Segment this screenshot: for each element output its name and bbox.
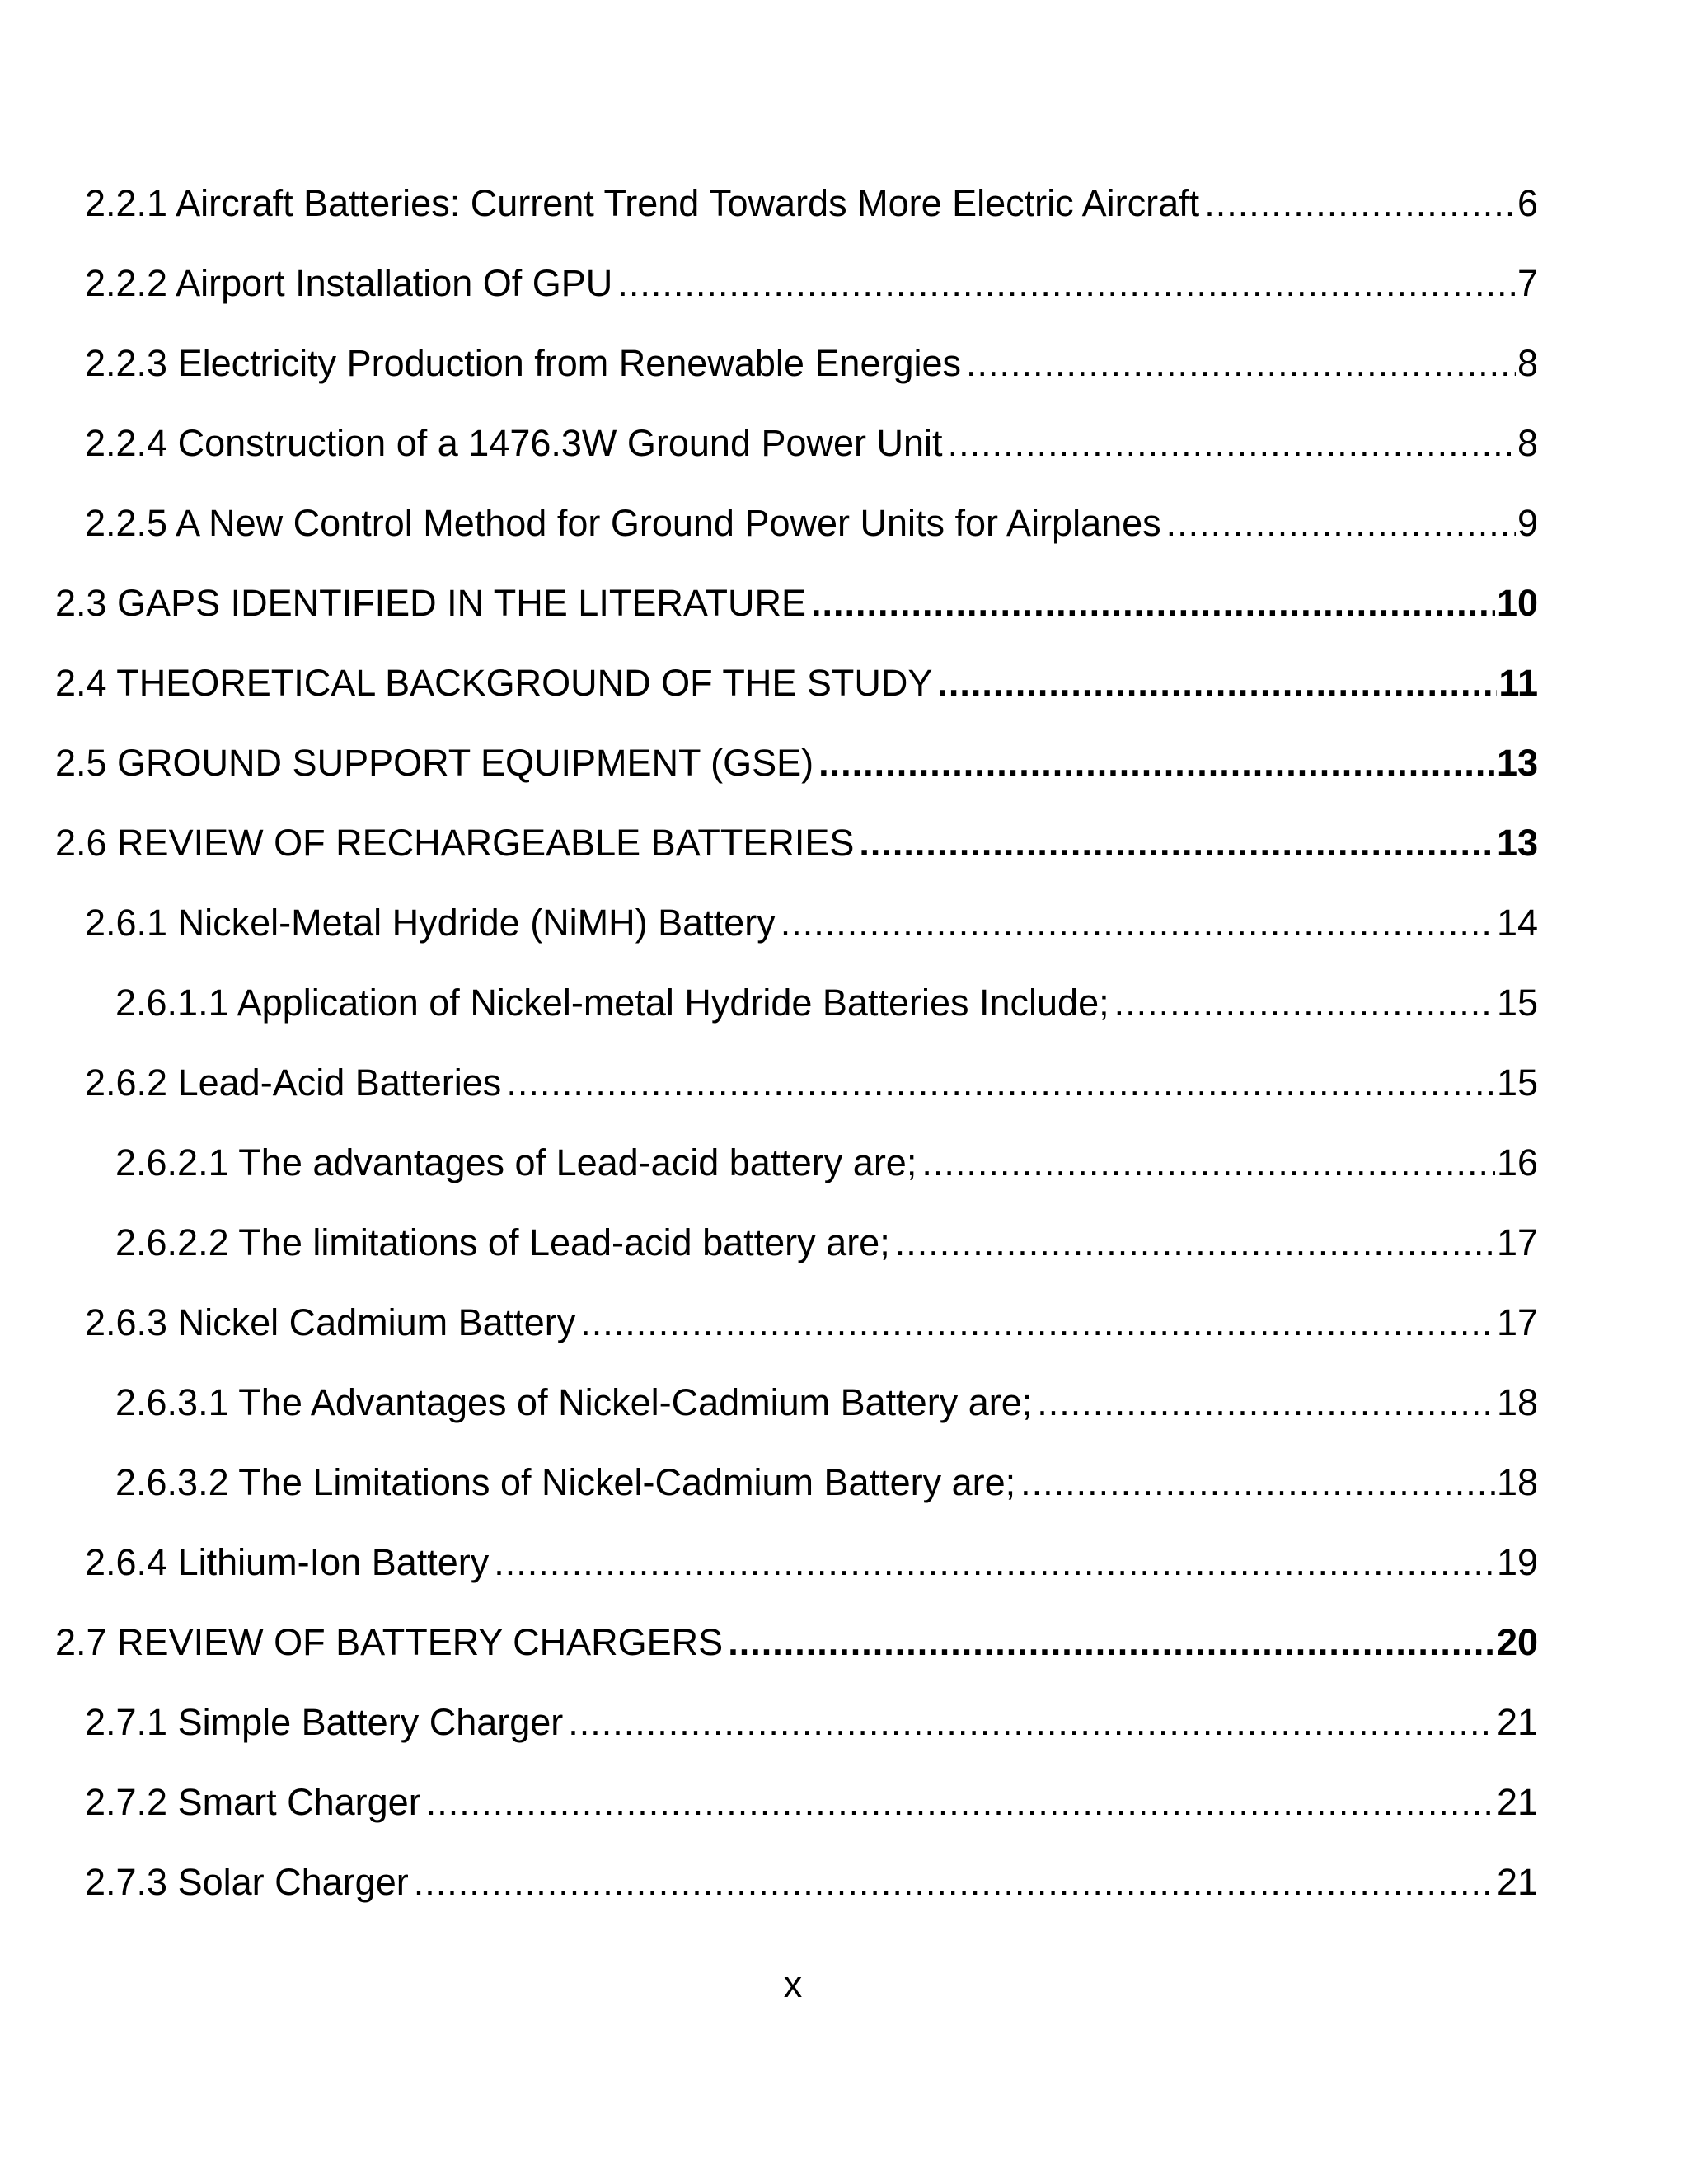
toc-page-number: 15: [1496, 1062, 1538, 1104]
toc-dot-leader: [494, 1538, 1495, 1587]
toc-page-number: 13: [1496, 822, 1538, 864]
toc-entry-title: 2.4 THEORETICAL BACKGROUND OF THE STUDY: [55, 662, 933, 704]
toc-entry-2-7-1: [85, 1698, 1538, 1747]
toc-entry-2-7-2: [85, 1778, 1538, 1827]
toc-page-number: 9: [1517, 502, 1538, 544]
toc-entry-title: 2.6.2 Lead-Acid Batteries: [85, 1062, 502, 1104]
toc-page-number: 8: [1517, 422, 1538, 464]
toc-entry-2-7: [55, 1618, 1538, 1667]
toc-entry-title: 2.2.5 A New Control Method for Ground Power Units for Airplanes: [85, 502, 1161, 544]
toc-entry-title: 2.6.4 Lithium-Ion Battery: [85, 1541, 490, 1583]
toc-entry-title: 2.6.3.1 The Advantages of Nickel-Cadmium Battery are;: [115, 1381, 1033, 1423]
toc-entry-2-6-3: [85, 1298, 1538, 1347]
toc-dot-leader: [1114, 978, 1495, 1028]
toc-page-number: 15: [1496, 982, 1538, 1024]
toc-page-number: 16: [1496, 1141, 1538, 1183]
toc-entry-title: 2.7.1 Simple Battery Charger: [85, 1701, 564, 1743]
toc-dot-leader: [1020, 1458, 1495, 1507]
toc-entry-title: 2.3 GAPS IDENTIFIED IN THE LITERATURE: [55, 582, 807, 624]
toc-dot-leader: [580, 1298, 1495, 1347]
toc-dot-leader: [568, 1698, 1495, 1747]
toc-page-number: 7: [1517, 262, 1538, 304]
toc-dot-leader: [728, 1618, 1495, 1667]
toc-page-number: 13: [1496, 742, 1538, 784]
toc-entry-2-5: [55, 738, 1538, 788]
toc-dot-leader: [818, 738, 1495, 788]
toc-page-number: 21: [1496, 1701, 1538, 1743]
toc-entry-title: 2.6.2.1 The advantages of Lead-acid battery are;: [115, 1141, 917, 1183]
toc-page-number: 6: [1517, 182, 1538, 224]
toc-entry-title: 2.5 GROUND SUPPORT EQUIPMENT (GSE): [55, 742, 814, 784]
toc-page-number: 11: [1498, 662, 1538, 704]
toc-entry-2-3: [55, 579, 1538, 628]
toc-page-number: 14: [1496, 902, 1538, 944]
toc-entry-2-2-4: [85, 419, 1538, 468]
toc-page-number: 17: [1496, 1221, 1538, 1263]
toc-entry-2-4: [55, 658, 1538, 708]
toc-dot-leader: [921, 1138, 1495, 1188]
toc-page-number: 18: [1496, 1461, 1538, 1503]
toc-page-number: 10: [1496, 582, 1538, 624]
toc-entry-title: 2.2.4 Construction of a 1476.3W Ground Power Unit: [85, 422, 943, 464]
toc-entry-title: 2.2.1 Aircraft Batteries: Current Trend Towards More Electric Aircraft: [85, 182, 1200, 224]
page-number: x: [783, 1963, 803, 2005]
toc-page-number: 21: [1496, 1861, 1538, 1903]
toc-page-number: 17: [1496, 1301, 1538, 1343]
toc-dot-leader: [895, 1218, 1495, 1268]
toc-dot-leader: [506, 1058, 1495, 1108]
toc-entry-title: 2.7 REVIEW OF BATTERY CHARGERS: [55, 1621, 724, 1663]
toc-entry-2-2-5: [85, 499, 1538, 548]
toc-dot-leader: [937, 658, 1497, 708]
toc-entry-title: 2.6 REVIEW OF RECHARGEABLE BATTERIES: [55, 822, 855, 864]
toc-dot-leader: [426, 1778, 1495, 1827]
toc-dot-leader: [811, 579, 1495, 628]
toc-entry-2-2-2: [85, 259, 1538, 308]
toc-entry-2-6-2-2: [115, 1218, 1538, 1268]
toc-dot-leader: [617, 259, 1516, 308]
toc-entry-2-6-2: [85, 1058, 1538, 1108]
toc-entry-title: 2.7.2 Smart Charger: [85, 1781, 421, 1823]
toc-entry-2-6-4: [85, 1538, 1538, 1587]
toc-entry-title: 2.6.3.2 The Limitations of Nickel-Cadmium Battery are;: [115, 1461, 1016, 1503]
toc-entry-2-6-3-1: [115, 1378, 1538, 1427]
toc-dot-leader: [1037, 1378, 1495, 1427]
toc-entry-2-2-1: [85, 179, 1538, 228]
toc-page-number: 19: [1496, 1541, 1538, 1583]
toc-dot-leader: [1204, 179, 1516, 228]
toc-entry-2-7-3: [85, 1858, 1538, 1907]
toc-entry-2-6-1: [85, 898, 1538, 948]
toc-dot-leader: [414, 1858, 1495, 1907]
toc-page-number: 8: [1517, 342, 1538, 384]
toc-entry-2-6: [55, 818, 1538, 868]
toc-dot-leader: [781, 898, 1495, 948]
toc-entry-2-6-3-2: [115, 1458, 1538, 1507]
toc-dot-leader: [948, 419, 1516, 468]
toc-entry-2-6-2-1: [115, 1138, 1538, 1188]
toc-entry-title: 2.6.1 Nickel-Metal Hydride (NiMH) Battery: [85, 902, 776, 944]
toc-entry-title: 2.7.3 Solar Charger: [85, 1861, 409, 1903]
toc-dot-leader: [859, 818, 1495, 868]
toc-entry-title: 2.6.3 Nickel Cadmium Battery: [85, 1301, 576, 1343]
toc-entry-title: 2.6.1.1 Application of Nickel-metal Hydride Batteries Include;: [115, 982, 1109, 1024]
toc-entry-2-2-3: [85, 339, 1538, 388]
toc-entry-2-6-1-1: [115, 978, 1538, 1028]
toc-page-number: 18: [1496, 1381, 1538, 1423]
toc-entry-title: 2.6.2.2 The limitations of Lead-acid battery are;: [115, 1221, 890, 1263]
toc-entry-title: 2.2.3 Electricity Production from Renewable Energies: [85, 342, 962, 384]
toc-page-number: 20: [1496, 1621, 1538, 1663]
toc-page-number: 21: [1496, 1781, 1538, 1823]
toc-entry-title: 2.2.2 Airport Installation Of GPU: [85, 262, 613, 304]
toc-dot-leader: [966, 339, 1516, 388]
toc-dot-leader: [1166, 499, 1516, 548]
